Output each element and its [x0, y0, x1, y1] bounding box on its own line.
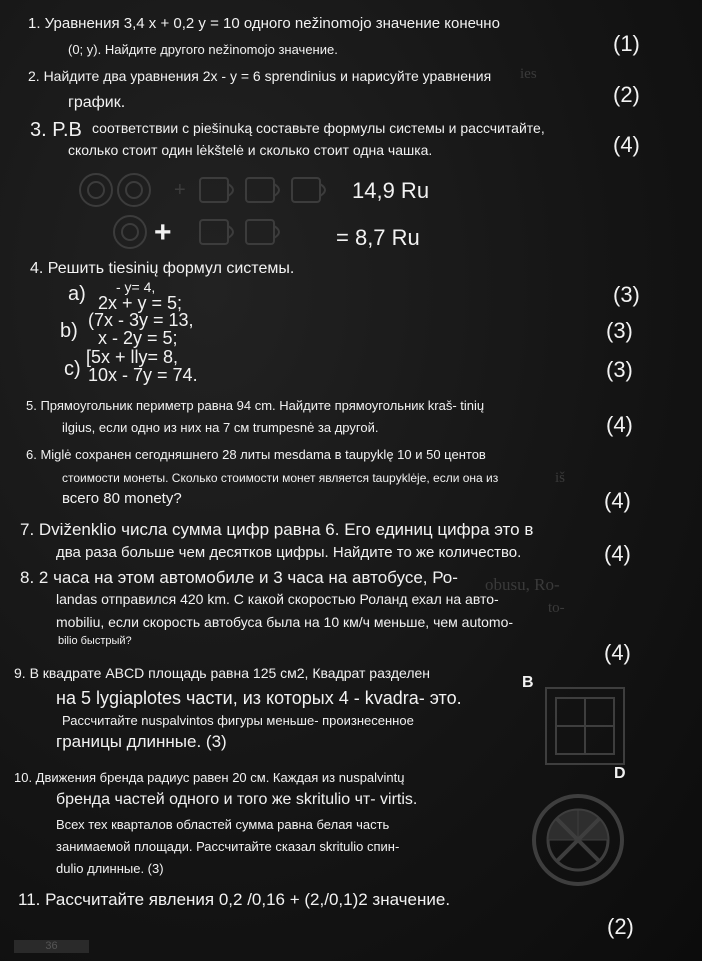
problem-4a-equation-2: 2x + y = 5; — [98, 293, 183, 313]
problem-6-line-3: всего 80 monety? — [62, 490, 182, 507]
problem-4c-equation-2: 10x - 7y = 74. — [88, 365, 198, 385]
cup-icon — [246, 178, 279, 202]
problem-10-line-3: Всех тех кварталов областей сумма равна белая часть — [56, 817, 390, 832]
problem-2-line-1: 2. Найдите два уравнения 2x - y = 6 sprendinius и нарисуйте уравнения — [28, 68, 492, 84]
square-abcd-figure — [540, 680, 630, 770]
problem-6-points: (4) — [604, 488, 631, 513]
problem-4c-points: (3) — [606, 357, 633, 382]
problem-4-title: 4. Решить tiesinių формул системы. — [30, 260, 295, 277]
problem-1-points: (1) — [613, 31, 640, 56]
cup-icon — [292, 178, 325, 202]
price-total-1: 14,9 Ru — [352, 178, 430, 203]
problem-11-line: 11. Рассчитайте явления 0,2 /0,16 + (2,/0,1)2 значение. — [18, 890, 451, 909]
problem-2-line-2: график. — [68, 94, 126, 111]
problem-7-line-1: 7. Dviženklio числа сумма цифр равна 6. Его единиц цифра это в — [20, 520, 534, 539]
bleed-through-text: ies — [520, 66, 537, 82]
problem-4a-label: a) — [68, 283, 86, 305]
problem-1-line-1: 1. Уравнения 3,4 x + 0,2 y = 10 одного nežinomojo значение конечно — [28, 15, 500, 32]
cup-icon — [246, 220, 279, 244]
cup-icon — [200, 220, 233, 244]
problem-9-line-1: 9. В квадрате ABCD площадь равна 125 см2, Квадрат разделен — [14, 665, 431, 681]
problem-3-line-1: соответствии с piešinuką составьте формулы системы и рассчитайте, — [92, 120, 545, 136]
plate-icon — [118, 174, 150, 206]
vertex-label-d: D — [614, 765, 626, 782]
problem-10-line-5: dulio длинные. (3) — [56, 861, 164, 876]
problem-11-points: (2) — [607, 914, 634, 939]
problem-10-line-2: бренда частей одного и того же skritulio чт- virtis. — [56, 791, 418, 808]
cup-icon — [200, 178, 233, 202]
plus-icon: + — [174, 179, 186, 201]
page-number: 36 — [14, 940, 89, 953]
problem-7-points: (4) — [604, 541, 631, 566]
plus-sign: + — [154, 216, 172, 249]
plates-and-cups-illustration — [70, 168, 370, 258]
problem-9-line-4: границы длинные. (3) — [56, 732, 227, 751]
problem-9-line-3: Рассчитайте nuspalvintos фигуры меньше- произнесенное — [62, 713, 414, 728]
problem-4b-label: b) — [60, 320, 78, 342]
problem-6-line-2: стоимости монеты. Сколько стоимости монет является taupyklėje, если она из — [62, 471, 499, 485]
plate-icon — [80, 174, 112, 206]
problem-8-line-2: landas отправился 420 km. С какой скоростью Роланд ехал на авто- — [56, 591, 499, 607]
problem-8-line-3: mobiliu, если скорость автобуса была на 10 км/ч меньше, чем automo- — [56, 614, 514, 630]
vertex-label-b: B — [522, 674, 534, 691]
problem-4c-label: c) — [64, 358, 81, 380]
problem-3-line-2: сколько стоит один lėkštelė и сколько стоит одна чашка. — [68, 142, 433, 158]
problem-4a-points: (3) — [613, 282, 640, 307]
problem-5-points: (4) — [606, 412, 633, 437]
bleed-through-text: to- — [548, 600, 565, 616]
problem-4b-equation-2: x - 2y = 5; — [98, 328, 178, 348]
problem-2-points: (2) — [613, 82, 640, 107]
plate-icon — [114, 216, 146, 248]
problem-4a-equation-1: - y= 4, — [116, 279, 156, 295]
problem-3-label: 3. P.B — [30, 119, 82, 141]
price-total-2: = 8,7 Ru — [336, 225, 420, 250]
problem-5-line-2: ilgius, если одно из них на 7 см trumpesnė за другой. — [62, 420, 379, 435]
bleed-through-text: iš — [555, 470, 566, 486]
bleed-through-text: obusu, Ro- — [485, 575, 560, 594]
problem-7-line-2: два раза больше чем десятков цифры. Найдите то же количество. — [56, 544, 522, 561]
problem-8-line-4: bilio быстрый? — [58, 635, 132, 647]
problem-4b-equation-1: (7x - 3y = 13, — [88, 310, 194, 330]
circle-quadrants-figure — [528, 790, 628, 890]
problem-4b-points: (3) — [606, 318, 633, 343]
problem-6-line-1: 6. Miglė сохранен сегодняшнего 28 литы mesdama в taupyklę 10 и 50 центов — [26, 447, 486, 462]
problem-1-line-2: (0; y). Найдите другого nežinomojo значение. — [68, 42, 338, 57]
problem-10-line-1: 10. Движения бренда радиус равен 20 см. Каждая из nuspalvintų — [14, 770, 405, 785]
problem-5-line-1: 5. Прямоугольник периметр равна 94 cm. Найдите прямоугольник kraš- tinių — [26, 398, 485, 413]
problem-3-points: (4) — [613, 132, 640, 157]
problem-9-line-2: на 5 lygiaplotes части, из которых 4 - kvadra- это. — [56, 688, 462, 708]
problem-10-line-4: занимаемой площади. Рассчитайте сказал skritulio спин- — [56, 839, 400, 854]
problem-4c-equation-1: [5x + lly= 8, — [86, 347, 179, 367]
problem-8-points: (4) — [604, 640, 631, 665]
problem-8-line-1: 8. 2 часа на этом автомобиле и 3 часа на автобусе, Ро- — [20, 568, 458, 587]
